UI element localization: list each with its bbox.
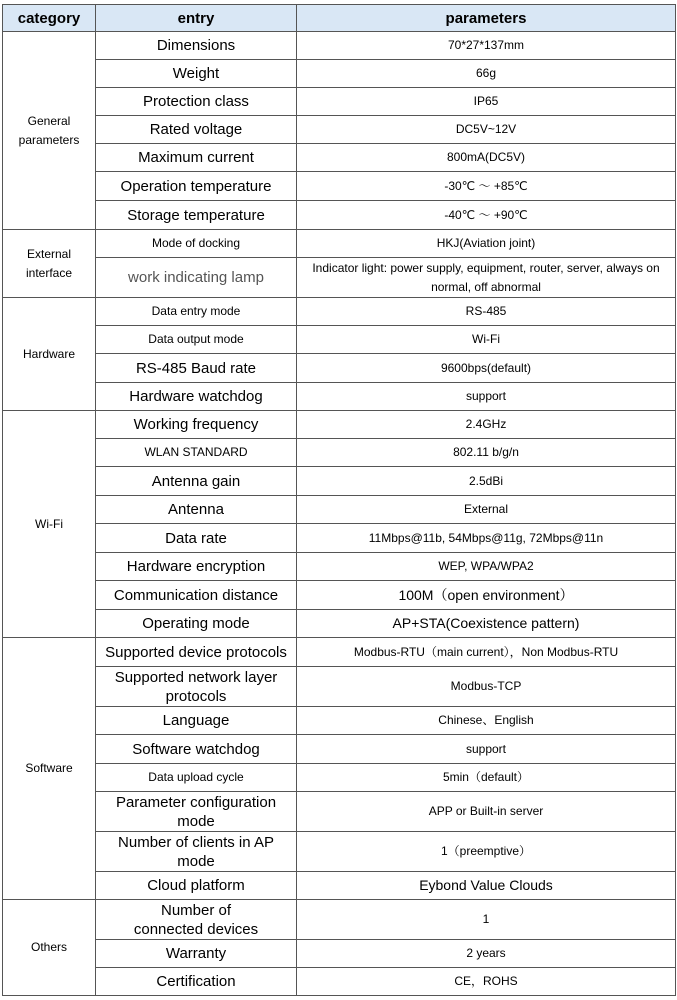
- header-row: [3, 5, 676, 32]
- group-others: [3, 900, 676, 996]
- entry-work-indicating-lamp: work indicating lamp: [96, 258, 297, 298]
- entry-data-rate: Data rate: [96, 524, 297, 553]
- value-rated-voltage: DC5V~12V: [297, 116, 676, 144]
- entry-operating-mode: Operating mode: [96, 610, 297, 638]
- table-row: [3, 872, 676, 900]
- table-row: [3, 900, 676, 940]
- value-number-of-connected-devices: 1: [297, 900, 676, 940]
- value-mode-of-docking: HKJ(Aviation joint): [297, 230, 676, 258]
- entry-data-upload-cycle: Data upload cycle: [96, 764, 297, 792]
- table-row: [3, 326, 676, 354]
- table-row: [3, 707, 676, 735]
- group-general-parameters: [3, 32, 676, 230]
- entry-mode-of-docking: Mode of docking: [96, 230, 297, 258]
- value-antenna-gain: 2.5dBi: [297, 467, 676, 496]
- value-hardware-watchdog: support: [297, 383, 676, 411]
- value-antenna: External: [297, 496, 676, 524]
- value-maximum-current: 800mA(DC5V): [297, 144, 676, 172]
- value-operating-mode: AP+STA(Coexistence pattern): [297, 610, 676, 638]
- entry-wlan-standard: WLAN STANDARD: [96, 439, 297, 467]
- value-communication-distance: 100M（open environment）: [297, 581, 676, 610]
- value-work-indicating-lamp: Indicator light: power supply, equipment, router, server, always on normal, off abnormal: [297, 258, 676, 298]
- entry-hardware-encryption: Hardware encryption: [96, 553, 297, 581]
- table-row: [3, 638, 676, 667]
- table-row: [3, 411, 676, 439]
- spec-table: [2, 4, 676, 996]
- value-rs485-baud-rate: 9600bps(default): [297, 354, 676, 383]
- category-hardware: Hardware: [3, 298, 96, 411]
- entry-rs485-baud-rate: RS-485 Baud rate: [96, 354, 297, 383]
- table-row: [3, 496, 676, 524]
- value-parameter-configuration-mode: APP or Built-in server: [297, 792, 676, 832]
- table-row: [3, 116, 676, 144]
- table-row: [3, 968, 676, 996]
- value-wlan-standard: 802.11 b/g/n: [297, 439, 676, 467]
- entry-weight: Weight: [96, 60, 297, 88]
- header-parameters: parameters: [297, 5, 676, 32]
- category-others: Others: [3, 900, 96, 996]
- table-row: [3, 172, 676, 201]
- header-entry: entry: [96, 5, 297, 32]
- entry-storage-temperature: Storage temperature: [96, 201, 297, 230]
- entry-working-frequency: Working frequency: [96, 411, 297, 439]
- value-operation-temperature: -30℃ ～ +85℃: [297, 172, 676, 201]
- value-supported-device-protocols: Modbus-RTU（main current），Non Modbus-RTU: [297, 638, 676, 667]
- entry-hardware-watchdog: Hardware watchdog: [96, 383, 297, 411]
- table-row: [3, 88, 676, 116]
- value-cloud-platform: Eybond Value Clouds: [297, 872, 676, 900]
- category-wifi: Wi-Fi: [3, 411, 96, 638]
- table-row: [3, 940, 676, 968]
- table-row: [3, 439, 676, 467]
- category-external-interface: External interface: [3, 230, 96, 298]
- value-data-output-mode: Wi-Fi: [297, 326, 676, 354]
- table-row: [3, 792, 676, 832]
- category-software: Software: [3, 638, 96, 900]
- table-row: [3, 610, 676, 638]
- value-number-of-clients-in-ap-mode: 1（preemptive）: [297, 832, 676, 872]
- group-external-interface: [3, 230, 676, 298]
- table-row: [3, 298, 676, 326]
- table-row: [3, 667, 676, 707]
- header-category: category: [3, 5, 96, 32]
- entry-data-entry-mode: Data entry mode: [96, 298, 297, 326]
- entry-certification: Certification: [96, 968, 297, 996]
- group-hardware: [3, 298, 676, 411]
- entry-communication-distance: Communication distance: [96, 581, 297, 610]
- entry-number-of-clients-in-ap-mode: Number of clients in AP mode: [96, 832, 297, 872]
- group-software: [3, 638, 676, 900]
- entry-parameter-configuration-mode: Parameter configuration mode: [96, 792, 297, 832]
- entry-data-output-mode: Data output mode: [96, 326, 297, 354]
- value-data-entry-mode: RS-485: [297, 298, 676, 326]
- table-row: [3, 553, 676, 581]
- table-row: [3, 764, 676, 792]
- table-row: [3, 735, 676, 764]
- entry-software-watchdog: Software watchdog: [96, 735, 297, 764]
- table-row: [3, 230, 676, 258]
- table-row: [3, 832, 676, 872]
- table-row: [3, 524, 676, 553]
- entry-operation-temperature: Operation temperature: [96, 172, 297, 201]
- entry-protection-class: Protection class: [96, 88, 297, 116]
- value-weight: 66g: [297, 60, 676, 88]
- value-supported-network-layer-protocols: Modbus-TCP: [297, 667, 676, 707]
- table-row: [3, 467, 676, 496]
- value-working-frequency: 2.4GHz: [297, 411, 676, 439]
- entry-supported-network-layer-protocols: Supported network layer protocols: [96, 667, 297, 707]
- table-row: [3, 258, 676, 298]
- value-warranty: 2 years: [297, 940, 676, 968]
- value-data-upload-cycle: 5min（default）: [297, 764, 676, 792]
- value-storage-temperature: -40℃ ～ +90℃: [297, 201, 676, 230]
- category-general-parameters: General parameters: [3, 32, 96, 230]
- entry-maximum-current: Maximum current: [96, 144, 297, 172]
- value-hardware-encryption: WEP, WPA/WPA2: [297, 553, 676, 581]
- entry-supported-device-protocols: Supported device protocols: [96, 638, 297, 667]
- table-row: [3, 32, 676, 60]
- table-row: [3, 60, 676, 88]
- table-row: [3, 201, 676, 230]
- table-row: [3, 144, 676, 172]
- table-row: [3, 354, 676, 383]
- entry-antenna: Antenna: [96, 496, 297, 524]
- entry-antenna-gain: Antenna gain: [96, 467, 297, 496]
- table-row: [3, 383, 676, 411]
- group-wifi: [3, 411, 676, 638]
- value-language: Chinese、English: [297, 707, 676, 735]
- value-data-rate: 11Mbps@11b, 54Mbps@11g, 72Mbps@11n: [297, 524, 676, 553]
- value-protection-class: IP65: [297, 88, 676, 116]
- entry-number-of-connected-devices: Number of connected devices: [96, 900, 297, 940]
- value-software-watchdog: support: [297, 735, 676, 764]
- entry-rated-voltage: Rated voltage: [96, 116, 297, 144]
- value-dimensions: 70*27*137mm: [297, 32, 676, 60]
- value-certification: CE，ROHS: [297, 968, 676, 996]
- entry-warranty: Warranty: [96, 940, 297, 968]
- entry-language: Language: [96, 707, 297, 735]
- entry-cloud-platform: Cloud platform: [96, 872, 297, 900]
- table-row: [3, 581, 676, 610]
- entry-dimensions: Dimensions: [96, 32, 297, 60]
